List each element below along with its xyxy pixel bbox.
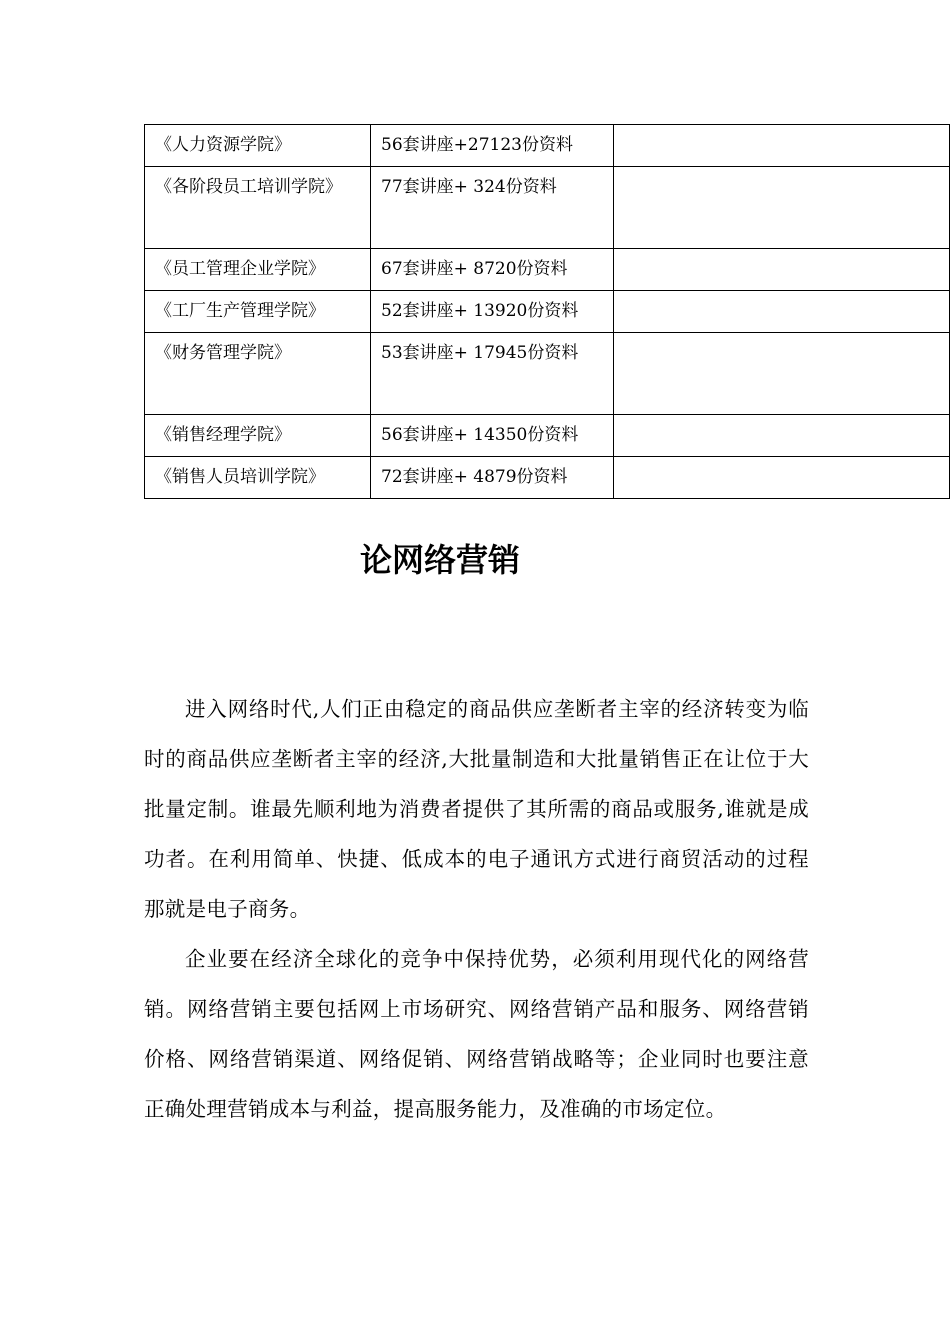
table-row [145,333,950,415]
note-cell [614,457,950,499]
note-cell [614,249,950,291]
table-row [145,249,950,291]
content-cell: 56套讲座+27123份资料 [371,125,614,167]
catalog-table [144,124,950,499]
note-cell [614,125,950,167]
content-cell: 56套讲座+ 14350份资料 [371,415,614,457]
paragraph: 企业要在经济全球化的竞争中保持优势，必须利用现代化的网络营销。网络营销主要包括网上市场研究、网络营销产品和服务、网络营销价格、网络营销渠道、网络促销、网络营销战略等；企业同时也要注意正确处理营销成本与利益，提高服务能力，及准确的市场定位。 [144,947,809,1121]
college-name-cell: 《销售经理学院》 [145,415,371,457]
table-row [145,457,950,499]
college-name-cell: 《销售人员培训学院》 [145,457,371,499]
table-row [145,167,950,249]
note-cell [614,415,950,457]
college-name-cell: 《人力资源学院》 [145,125,371,167]
college-name-cell: 《各阶段员工培训学院》 [145,167,371,249]
content-cell: 67套讲座+ 8720份资料 [371,249,614,291]
college-name-cell: 《员工管理企业学院》 [145,249,371,291]
table-row [145,291,950,333]
college-name-cell: 《工厂生产管理学院》 [145,291,371,333]
article-body [144,684,809,1134]
content-cell: 52套讲座+ 13920份资料 [371,291,614,333]
note-cell [614,333,950,415]
article-title: 论网络营销 [359,541,520,579]
content-cell: 53套讲座+ 17945份资料 [371,333,614,415]
note-cell [614,167,950,249]
content-cell: 72套讲座+ 4879份资料 [371,457,614,499]
college-name-cell: 《财务管理学院》 [145,333,371,415]
content-cell: 77套讲座+ 324份资料 [371,167,614,249]
paragraph: 进入网络时代,人们正由稳定的商品供应垄断者主宰的经济转变为临时的商品供应垄断者主宰的经济,大批量制造和大批量销售正在让位于大批量定制。谁最先顺利地为消费者提供了其所需的商品或服务,谁就是成功者。在利用简单、快捷、低成本的电子通讯方式进行商贸活动的过程那就是电子商务。 [144,697,809,921]
table-row [145,415,950,457]
note-cell [614,291,950,333]
table-row [145,125,950,167]
